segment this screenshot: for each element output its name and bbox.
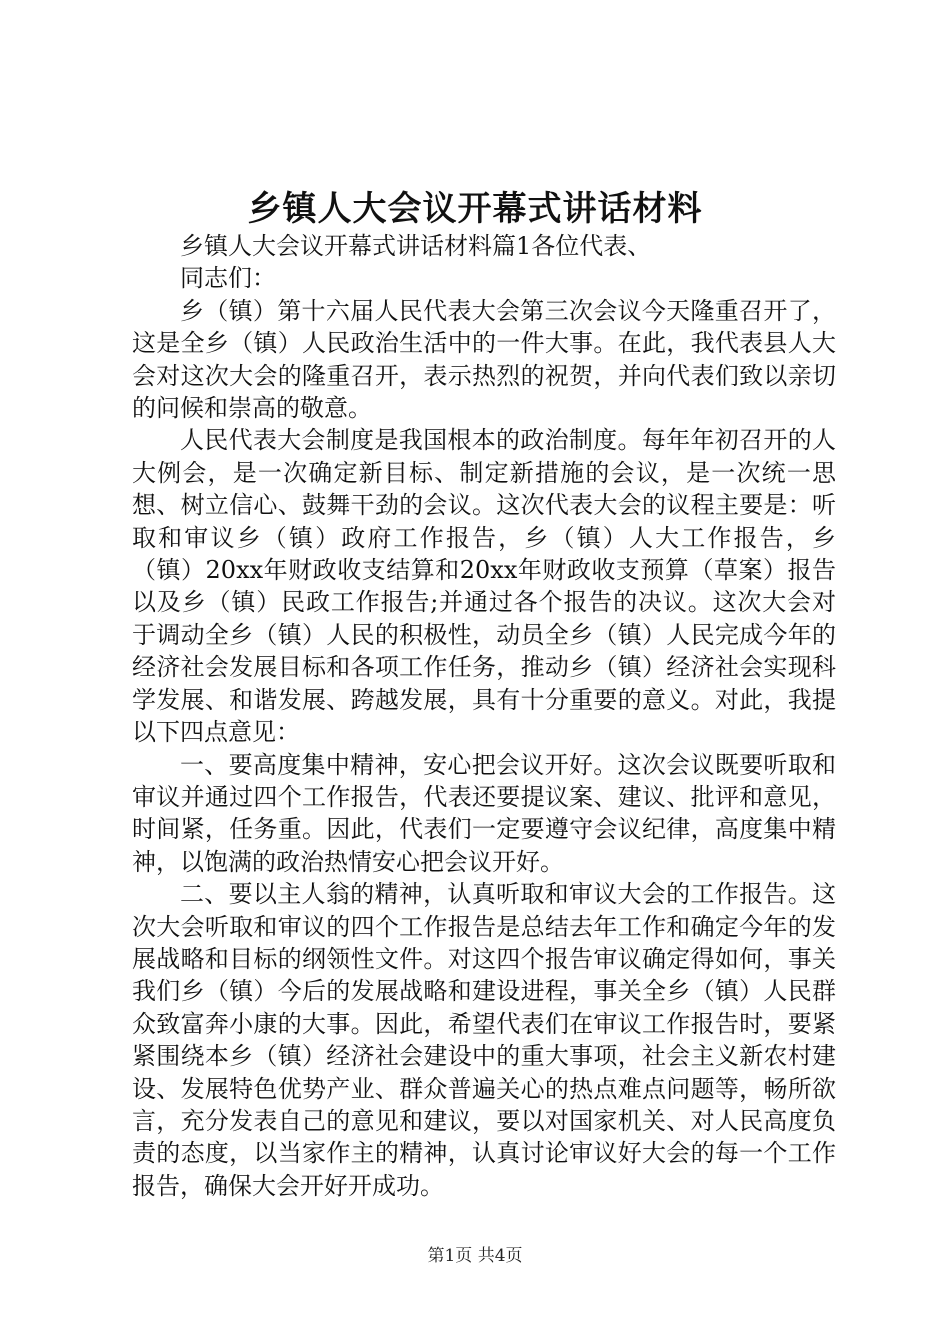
paragraph-intro: 乡（镇）第十六届人民代表大会第三次会议今天隆重召开了，这是全乡（镇）人民政治生活中的一件大事。在此，我代表县人大会对这次大会的隆重召开，表示热烈的祝贺，并向代表们致以亲切的问候和崇高的敬意。: [132, 296, 836, 423]
paragraph-opening: 乡镇人大会议开幕式讲话材料篇1各位代表、: [180, 232, 652, 260]
paragraph-agenda: 人民代表大会制度是我国根本的政治制度。每年年初召开的人大例会，是一次确定新目标、制定新措施的会议，是一次统一思想、树立信心、鼓舞干劲的会议。这次代表大会的议程主要是：听取和审议乡（镇）政府工作报告，乡（镇）人大工作报告，乡（镇）20xx年财政收支结算和20xx年财政收支预算（草案）报告以及乡（镇）民政工作报告;并通过各个报告的决议。这次大会对于调动全乡（镇）人民的积极性，动员全乡（镇）人民完成今年的经济社会发展目标和各项工作任务，推动乡（镇）经济社会实现科学发展、和谐发展、跨越发展，具有十分重要的意义。对此，我提以下四点意见：: [132, 426, 836, 747]
page-footer: 第1页 共4页: [427, 1246, 523, 1266]
paragraph-point-two: 二、要以主人翁的精神，认真听取和审议大会的工作报告。这次大会听取和审议的四个工作报告是总结去年工作和确定今年的发展战略和目标的纲领性文件。对这四个报告审议确定得如何，事关我们乡（镇）今后的发展战略和建设进程，事关全乡（镇）人民群众致富奔小康的大事。因此，希望代表们在审议工作报告时，要紧紧围绕本乡（镇）经济社会建设中的重大事项，社会主义新农村建设、发展特色优势产业、群众普遍关心的热点难点问题等，畅所欲言，充分发表自己的意见和建议，要以对国家机关、对人民高度负责的态度，以当家作主的精神，认真讨论审议好大会的每一个工作报告，确保大会开好开成功。: [132, 880, 836, 1200]
paragraph-point-one: 一、要高度集中精神，安心把会议开好。这次会议既要听取和审议并通过四个工作报告，代表还要提议案、建议、批评和意见，时间紧，任务重。因此，代表们一定要遵守会议纪律，高度集中精神，以饱满的政治热情安心把会议开好。: [132, 750, 836, 876]
document-body: [132, 230, 836, 1202]
paragraph-salutation: 同志们：: [180, 264, 276, 293]
document-title: 乡镇人大会议开幕式讲话材料: [247, 189, 703, 229]
